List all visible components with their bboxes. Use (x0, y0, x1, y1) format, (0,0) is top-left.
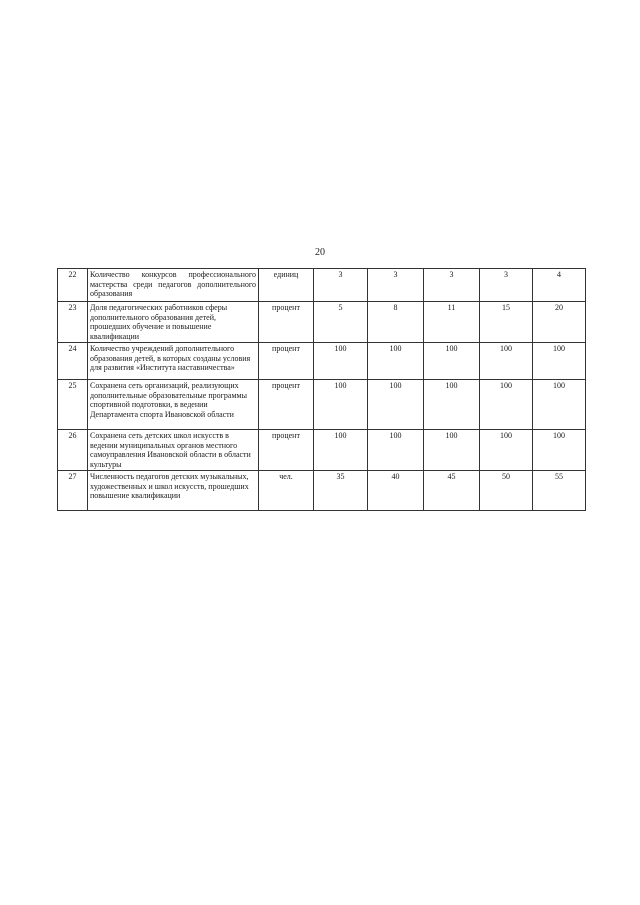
table-row (58, 343, 586, 380)
table-row (58, 269, 586, 302)
unit-cell: чел. (259, 471, 314, 511)
value-cell: 3 (480, 269, 533, 302)
value-cell: 4 (533, 269, 586, 302)
indicator-name: Численность педагогов детских музыкальных, художественных и школ искусств, прошедших повышение квалификации (88, 471, 259, 511)
table-row (58, 302, 586, 343)
value-cell: 100 (368, 430, 424, 471)
row-number: 24 (58, 343, 88, 380)
value-cell: 100 (368, 380, 424, 430)
value-cell: 100 (480, 380, 533, 430)
indicator-name: Сохранена сеть организаций, реализующих дополнительные образовательные программы спортивной подготовки, в ведении Департамента спорта Ивановской области (88, 380, 259, 430)
row-number: 27 (58, 471, 88, 511)
value-cell: 8 (368, 302, 424, 343)
value-cell: 40 (368, 471, 424, 511)
unit-cell: процент (259, 430, 314, 471)
indicator-name: Количество конкурсов профессионального мастерства среди педагогов дополнительного образования (88, 269, 259, 302)
value-cell: 11 (424, 302, 480, 343)
row-number: 22 (58, 269, 88, 302)
value-cell: 55 (533, 471, 586, 511)
value-cell: 100 (533, 343, 586, 380)
value-cell: 100 (314, 343, 368, 380)
indicator-name: Сохранена сеть детских школ искусств в ведении муниципальных органов местного самоуправления Ивановской области в области культуры (88, 430, 259, 471)
value-cell: 100 (424, 380, 480, 430)
table-row (58, 430, 586, 471)
value-cell: 20 (533, 302, 586, 343)
value-cell: 100 (533, 380, 586, 430)
indicator-name: Доля педагогических работников сферы дополнительного образования детей, прошедших обучение и повышение квалификации (88, 302, 259, 343)
value-cell: 100 (424, 343, 480, 380)
value-cell: 100 (480, 430, 533, 471)
row-number: 26 (58, 430, 88, 471)
table-row (58, 380, 586, 430)
value-cell: 100 (314, 380, 368, 430)
indicators-table (57, 268, 586, 511)
unit-cell: процент (259, 343, 314, 380)
value-cell: 100 (314, 430, 368, 471)
row-number: 25 (58, 380, 88, 430)
value-cell: 50 (480, 471, 533, 511)
unit-cell: единиц (259, 269, 314, 302)
value-cell: 3 (424, 269, 480, 302)
value-cell: 15 (480, 302, 533, 343)
unit-cell: процент (259, 380, 314, 430)
table-row (58, 471, 586, 511)
value-cell: 100 (480, 343, 533, 380)
value-cell: 3 (368, 269, 424, 302)
value-cell: 100 (368, 343, 424, 380)
value-cell: 100 (424, 430, 480, 471)
page-number: 20 (315, 247, 325, 258)
value-cell: 3 (314, 269, 368, 302)
value-cell: 100 (533, 430, 586, 471)
indicator-name: Количество учреждений дополнительного образования детей, в которых созданы условия для развития «Института наставничества» (88, 343, 259, 380)
value-cell: 45 (424, 471, 480, 511)
unit-cell: процент (259, 302, 314, 343)
value-cell: 5 (314, 302, 368, 343)
value-cell: 35 (314, 471, 368, 511)
row-number: 23 (58, 302, 88, 343)
